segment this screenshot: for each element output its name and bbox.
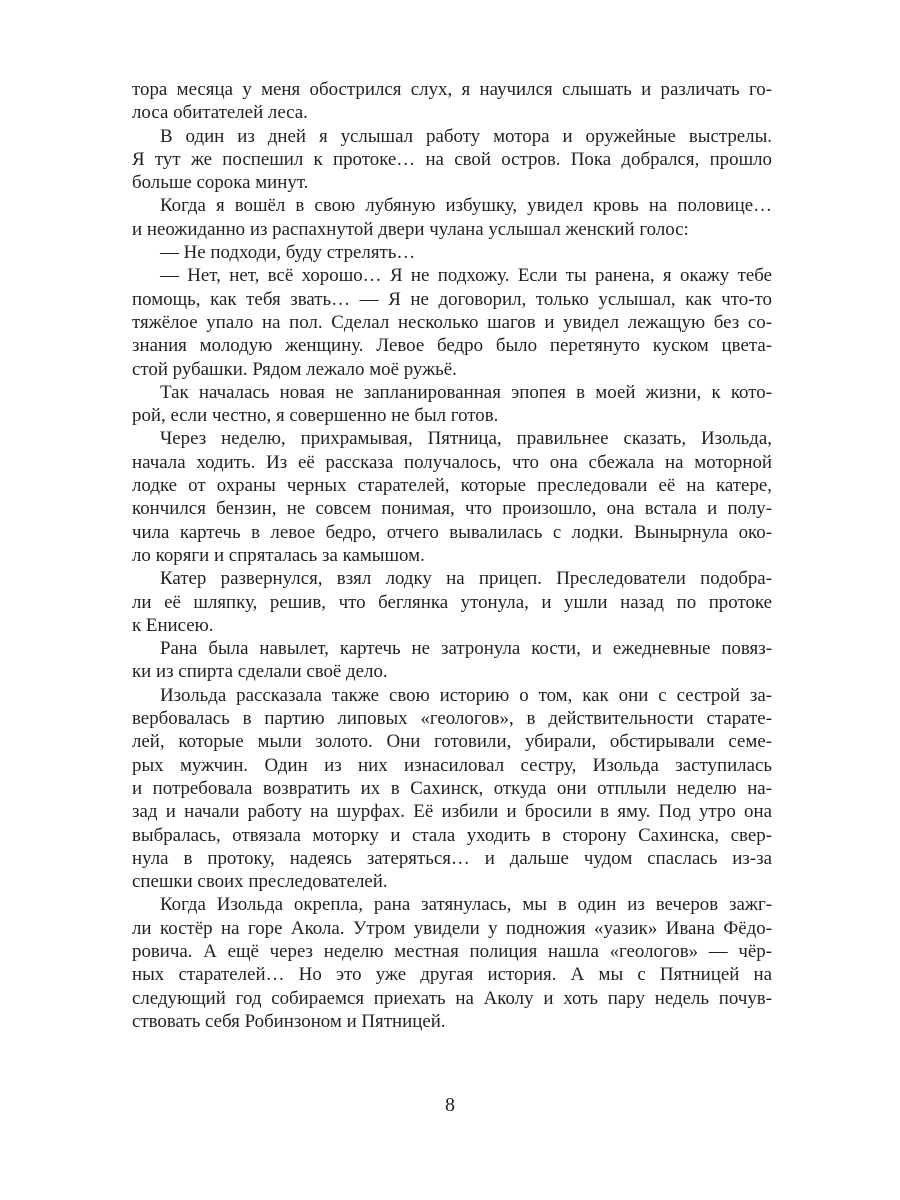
text-line: знания молодую женщину. Левое бедро было перетянуто куском цвета- [132, 335, 772, 357]
text-line: стой рубашки. Рядом лежало моё ружьё. [132, 358, 457, 380]
text-line: ли её шляпку, решив, что беглянка утонула, и ушли назад по протоке [132, 591, 772, 613]
text-line: и потребовала возвратить их в Сахинск, откуда они отплыли неделю на- [132, 777, 772, 799]
text-line: Когда Изольда окрепла, рана затянулась, мы в один из вечеров зажг- [160, 894, 772, 916]
text-line: выбралась, отвязала моторку и стала уходить в сторону Сахинска, свер- [132, 824, 772, 846]
text-line: нула в протоку, надеясь затеряться… и дальше чудом спаслась из-за [132, 847, 772, 869]
text-line: — Не подходи, буду стрелять… [160, 242, 416, 264]
text-line: начала ходить. Из её рассказа получалось, что она сбежала на моторной [132, 451, 772, 473]
page-number: 8 [445, 1094, 455, 1116]
text-line: и неожиданно из распахнутой двери чулана услышал женский голос: [132, 218, 689, 240]
text-line: ствовать себя Робинзоном и Пятницей. [132, 1010, 446, 1032]
text-line: ровича. А ещё через неделю местная полиция нашла «геологов» — чёр- [132, 940, 772, 962]
text-line: ло коряги и спряталась за камышом. [132, 544, 425, 566]
text-line: Рана была навылет, картечь не затронула кости, и ежедневные повяз- [160, 638, 772, 660]
text-line: В один из дней я услышал работу мотора и оружейные выстрелы. [160, 125, 772, 147]
text-line: — Нет, нет, всё хорошо… Я не подхожу. Если ты ранена, я окажу тебе [160, 265, 772, 287]
text-line: Я тут же поспешил к протоке… на свой остров. Пока добрался, прошло [132, 148, 772, 170]
text-line: лей, которые мыли золото. Они готовили, убирали, обстирывали семе- [132, 731, 772, 753]
text-line: рой, если честно, я совершенно не был готов. [132, 405, 499, 427]
text-line: Так началась новая не запланированная эпопея в моей жизни, к кото- [160, 381, 772, 403]
text-line: к Енисею. [132, 614, 214, 636]
text-line: Когда я вошёл в свою лубяную избушку, увидел кровь на половице… [160, 195, 772, 217]
text-line: кончился бензин, не совсем понимая, что произошло, она встала и полу- [132, 498, 772, 520]
text-line: лодке от охраны черных старателей, которые преследовали её на катере, [132, 475, 772, 497]
text-line: следующий год собираемся приехать на Аколу и хоть пару недель почув- [132, 987, 772, 1009]
text-line: ных старателей… Но это уже другая история. А мы с Пятницей на [132, 964, 772, 986]
text-line: тора месяца у меня обострился слух, я научился слышать и различать го- [132, 79, 772, 100]
text-line: спешки своих преследователей. [132, 871, 388, 893]
text-line: больше сорока минут. [132, 172, 309, 194]
text-line: ли костёр на горе Акола. Утром увидели у подножия «уазик» Ивана Фёдо- [132, 917, 772, 939]
text-line: лоса обитателей леса. [132, 102, 308, 124]
page-body-text [132, 78, 772, 1033]
text-line: Изольда рассказала также свою историю о том, как они с сестрой за- [160, 684, 772, 706]
text-line: Через неделю, прихрамывая, Пятница, правильнее сказать, Изольда, [160, 428, 772, 450]
text-line: зад и начали работу на шурфах. Её избили и бросили в яму. Под утро она [132, 801, 772, 823]
text-line: тяжёлое упало на пол. Сделал несколько шагов и увидел лежащую без со- [132, 311, 772, 333]
text-line: рых мужчин. Один из них изнасиловал сестру, Изольда заступилась [132, 754, 772, 776]
text-line: вербовалась в партию липовых «геологов», в действительности старате- [132, 708, 772, 730]
text-line: чила картечь в левое бедро, отчего вывалилась с лодки. Вынырнула око- [132, 521, 772, 543]
text-line: помощь, как тебя звать… — Я не договорил, только услышал, как что-то [132, 288, 772, 310]
text-line: Катер развернулся, взял лодку на прицеп. Преследователи подобра- [160, 568, 772, 590]
text-line: ки из спирта сделали своё дело. [132, 661, 388, 683]
